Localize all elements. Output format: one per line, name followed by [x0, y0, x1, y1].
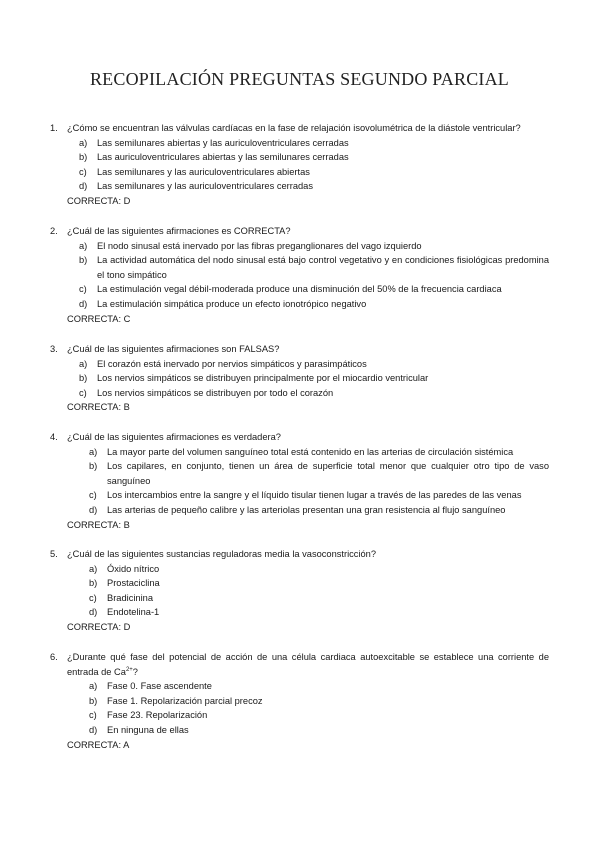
option-c — [0, 282, 599, 297]
question-header — [0, 224, 599, 239]
option-text: Fase 23. Repolarización — [107, 710, 208, 721]
question-5 — [0, 547, 599, 635]
option-b — [0, 694, 599, 709]
option-text: En ninguna de ellas — [107, 724, 189, 735]
option-letter: b) — [89, 461, 98, 472]
question-text: ¿Cuál de las siguientes afirmaciones es verdadera? — [67, 432, 281, 442]
option-letter: b) — [89, 578, 98, 589]
option-text: Fase 1. Repolarización parcial precoz — [107, 695, 263, 706]
option-text: Las semilunares abiertas y las auriculoventriculares cerradas — [97, 137, 349, 148]
question-header — [0, 650, 599, 679]
option-text: La mayor parte del volumen sanguíneo total está contenido en las arterias de circulación sistémica — [107, 446, 514, 457]
question-2 — [0, 224, 599, 326]
question-number: 3. — [50, 344, 58, 354]
option-letter: c) — [89, 592, 97, 603]
option-letter: c) — [79, 284, 87, 295]
option-d — [0, 723, 599, 738]
option-c — [0, 488, 599, 503]
question-text-end: ? — [132, 666, 138, 677]
option-letter: a) — [89, 681, 98, 692]
question-text: ¿Cuál de las siguientes sustancias reguladoras media la vasoconstricción? — [67, 549, 377, 559]
option-letter: d) — [89, 607, 98, 618]
option-letter: d) — [79, 181, 88, 192]
option-text: La estimulación vegal débil-moderada produce una disminución del 50% de la frecuencia cardiaca — [97, 284, 502, 295]
option-text: Óxido nítrico — [107, 563, 160, 574]
question-text: ¿Cómo se encuentran las válvulas cardíacas en la fase de relajación isovolumétrica de la diástole ventricular? — [67, 123, 521, 133]
page-title: RECOPILACIÓN PREGUNTAS SEGUNDO PARCIAL — [89, 69, 510, 89]
question-number: 1. — [50, 123, 58, 133]
question-number: 5. — [50, 549, 58, 559]
option-a — [0, 445, 599, 460]
option-letter: b) — [79, 373, 88, 384]
option-letter: b) — [79, 255, 88, 266]
question-header — [0, 547, 599, 562]
question-text-main: ¿Durante qué fase del potencial de acción de una célula cardiaca autoexcitable se establece una corriente de entrada de Ca — [67, 652, 549, 677]
option-a — [0, 357, 599, 372]
correct-answer: CORRECTA: D — [67, 195, 131, 206]
option-c — [0, 386, 599, 401]
option-letter: d) — [79, 298, 88, 309]
correct-answer: CORRECTA: A — [67, 739, 130, 750]
option-letter: c) — [79, 166, 87, 177]
option-a — [0, 679, 599, 694]
option-text: Las semilunares y las auriculoventriculares cerradas — [97, 181, 313, 192]
option-d — [0, 605, 599, 620]
correct-answer: CORRECTA: B — [67, 519, 130, 530]
question-3 — [0, 342, 599, 415]
option-c — [0, 591, 599, 606]
option-letter: b) — [79, 152, 88, 163]
option-text: Bradicinina — [107, 592, 153, 603]
question-text: ¿Cuál de las siguientes afirmaciones es CORRECTA? — [67, 226, 291, 236]
option-text: Los nervios simpáticos se distribuyen principalmente por el miocardio ventricular — [97, 373, 429, 384]
option-c — [0, 708, 599, 723]
option-text: Las auriculoventriculares abiertas y las semilunares cerradas — [97, 152, 349, 163]
option-text: Los capilares, en conjunto, tienen un área de superficie total menor que cualquier otro tipo de vaso sanguíneo — [107, 461, 549, 486]
option-c — [0, 165, 599, 180]
question-1 — [0, 121, 599, 209]
option-text: Las arterias de pequeño calibre y las arteriolas presentan una gran resistencia al flujo sanguíneo — [107, 504, 506, 515]
option-a — [0, 562, 599, 577]
option-b — [0, 576, 599, 591]
question-6 — [0, 650, 599, 752]
option-d — [0, 179, 599, 194]
option-text: Endotelina-1 — [107, 607, 160, 618]
option-letter: c) — [79, 387, 87, 398]
correct-answer: CORRECTA: C — [67, 313, 131, 324]
option-b — [0, 371, 599, 386]
correct-answer: CORRECTA: B — [67, 402, 130, 413]
question-number: 2. — [50, 226, 58, 236]
option-b — [0, 150, 599, 165]
question-header — [0, 430, 599, 445]
correct-answer: CORRECTA: D — [67, 621, 131, 632]
option-letter: c) — [89, 710, 97, 721]
question-4 — [0, 430, 599, 532]
option-letter: a) — [89, 563, 98, 574]
option-text: Las semilunares y las auriculoventriculares abiertas — [97, 166, 310, 177]
question-header — [0, 121, 599, 136]
question-text — [67, 650, 549, 679]
option-a — [0, 136, 599, 151]
option-d — [0, 297, 599, 312]
option-text: Fase 0. Fase ascendente — [107, 681, 212, 692]
option-text: Prostaciclina — [107, 578, 160, 589]
option-text: La actividad automática del nodo sinusal está bajo control vegetativo y en condiciones fisiológicas predomina el tono simpático — [97, 255, 549, 280]
question-number: 6. — [50, 652, 58, 662]
option-letter: c) — [89, 490, 97, 501]
option-letter: a) — [89, 446, 98, 457]
superscript: 2+ — [125, 666, 133, 673]
option-text: El nodo sinusal está inervado por las fibras preganglionares del vago izquierdo — [97, 240, 422, 251]
option-d — [0, 503, 599, 518]
option-a — [0, 239, 599, 254]
question-number: 4. — [50, 432, 58, 442]
option-text: Los nervios simpáticos se distribuyen por todo el corazón — [97, 387, 334, 398]
question-text: ¿Cuál de las siguientes afirmaciones son FALSAS? — [67, 344, 280, 354]
option-letter: d) — [89, 504, 98, 515]
option-text: La estimulación simpática produce un efecto ionotrópico negativo — [97, 298, 367, 309]
option-letter: d) — [89, 724, 98, 735]
option-letter: b) — [89, 695, 98, 706]
option-text: Los intercambios entre la sangre y el líquido tisular tienen lugar a través de las paredes de las venas — [107, 490, 522, 501]
option-b — [0, 459, 599, 488]
option-b — [0, 253, 599, 282]
question-header — [0, 342, 599, 357]
option-letter: a) — [79, 137, 88, 148]
option-text: El corazón está inervado por nervios simpáticos y parasimpáticos — [97, 358, 367, 369]
option-letter: a) — [79, 240, 88, 251]
option-letter: a) — [79, 358, 88, 369]
